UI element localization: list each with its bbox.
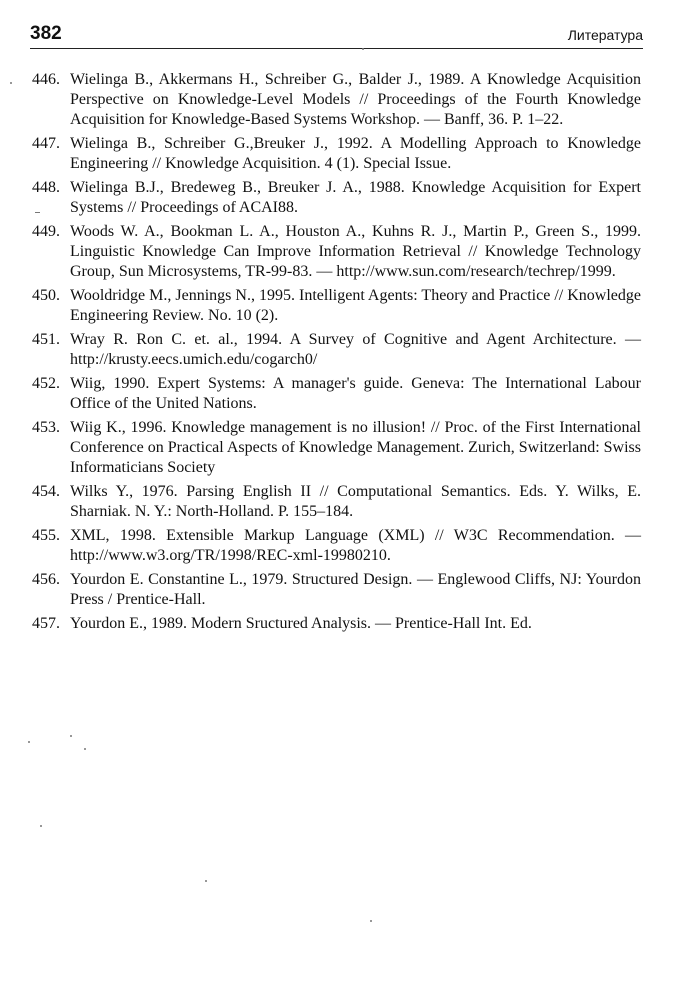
reference-text: Wilks Y., 1976. Parsing English II // Computational Semantics. Eds. Y. Wilks, E. Sharniak. N. Y.: North-Holland. P. 155–184.: [70, 483, 641, 520]
reference-number: 455.: [32, 527, 60, 544]
scan-speck: [40, 825, 42, 827]
reference-item: [32, 178, 641, 218]
reference-text: XML, 1998. Extensible Markup Language (XML) // W3C Recommendation. — http://www.w3.org/TR/1998/REC-xml-19980210.: [70, 527, 641, 564]
scan-speck: [70, 735, 72, 737]
reference-item: [32, 70, 641, 130]
reference-text: Wielinga B.J., Bredeweg B., Breuker J. A., 1988. Knowledge Acquisition for Expert Systems // Proceedings of ACAI88.: [70, 179, 641, 216]
reference-text: Wray R. Ron C. et. al., 1994. A Survey of Cognitive and Agent Architecture. — http://krusty.eecs.umich.edu/cogarch0/: [70, 331, 641, 368]
reference-number: 450.: [32, 287, 60, 304]
reference-text: Wooldridge M., Jennings N., 1995. Intelligent Agents: Theory and Practice // Knowledge Engineering Review. No. 10 (2).: [70, 287, 641, 324]
scan-speck: [28, 741, 30, 743]
page-header: [30, 22, 643, 49]
reference-item: [32, 222, 641, 282]
scan-speck: [205, 880, 207, 882]
reference-number: 447.: [32, 135, 60, 152]
reference-text: Wiig, 1990. Expert Systems: A manager's guide. Geneva: The International Labour Office of the United Nations.: [70, 375, 641, 412]
reference-text: Wiig K., 1996. Knowledge management is no illusion! // Proc. of the First International Conference on Practical Aspects of Knowledge Management. Zurich, Switzerland: Swiss Informaticians Society: [70, 419, 641, 476]
reference-number: 454.: [32, 483, 60, 500]
reference-item: [32, 134, 641, 174]
reference-number: 449.: [32, 223, 60, 240]
reference-item: [32, 570, 641, 610]
reference-number: 448.: [32, 179, 60, 196]
reference-item: [32, 614, 641, 634]
reference-number: 453.: [32, 419, 60, 436]
scan-speck: [362, 48, 364, 50]
reference-item: [32, 482, 641, 522]
reference-number: 457.: [32, 615, 60, 632]
reference-item: [32, 374, 641, 414]
reference-item: [32, 330, 641, 370]
scan-speck: [35, 212, 40, 213]
reference-number: 456.: [32, 571, 60, 588]
reference-number: 451.: [32, 331, 60, 348]
reference-text: Yourdon E., 1989. Modern Sructured Analysis. — Prentice-Hall Int. Ed.: [70, 615, 532, 632]
reference-item: [32, 418, 641, 478]
scan-speck: [10, 82, 12, 84]
reference-list: [32, 70, 641, 638]
reference-text: Wielinga B., Akkermans H., Schreiber G., Balder J., 1989. A Knowledge Acquisition Perspective on Knowledge-Level Models // Proceedings of the Fourth Knowledge Acquisition for Knowledge-Based Systems Workshop. — Banff, 36. P. 1–22.: [70, 71, 641, 128]
reference-text: Wielinga B., Schreiber G.,Breuker J., 1992. A Modelling Approach to Knowledge Engineering // Knowledge Acquisition. 4 (1). Special Issue.: [70, 135, 641, 172]
reference-item: [32, 286, 641, 326]
reference-text: Yourdon E. Constantine L., 1979. Structured Design. — Englewood Cliffs, NJ: Yourdon Press / Prentice-Hall.: [70, 571, 641, 608]
scan-speck: [370, 920, 372, 922]
running-title: Литература: [567, 27, 643, 43]
reference-number: 446.: [32, 71, 60, 88]
page-number: 382: [30, 23, 62, 44]
reference-item: [32, 526, 641, 566]
scan-speck: [84, 748, 86, 750]
reference-text: Woods W. A., Bookman L. A., Houston A., Kuhns R. J., Martin P., Green S., 1999. Linguistic Knowledge Can Improve Information Retrieval // Knowledge Technology Group, Sun Microsystems, TR-99-83. — http://www.sun.com/research/techrep/1999.: [70, 223, 641, 280]
reference-number: 452.: [32, 375, 60, 392]
